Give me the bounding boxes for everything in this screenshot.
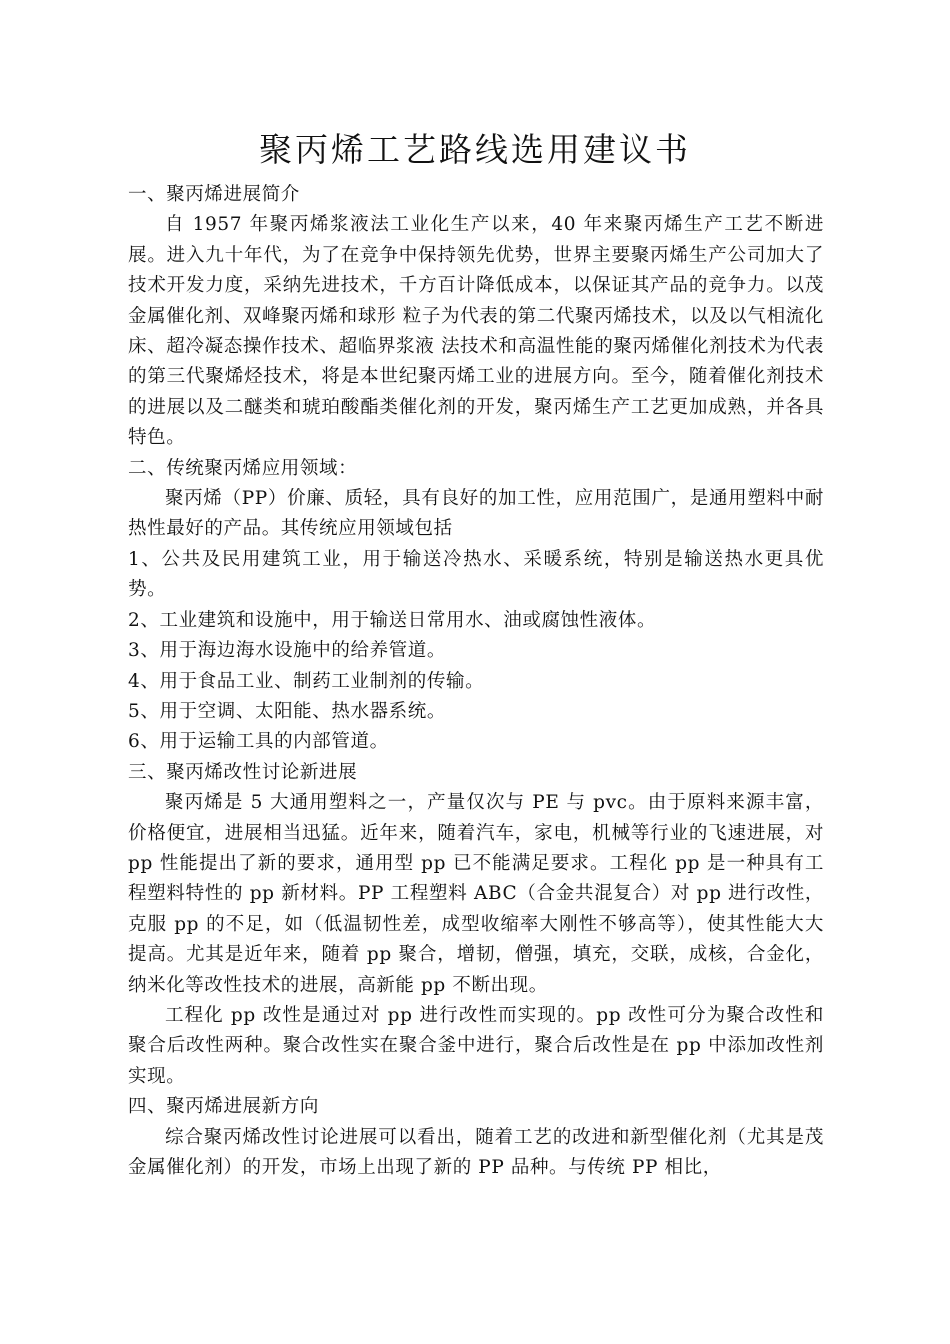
- section-2-intro: 聚丙烯（PP）价廉、质轻，具有良好的加工性，应用范围广，是通用塑料中耐热性最好的产品。其传统应用领域包括: [128, 488, 824, 540]
- document-title: 聚丙烯工艺路线选用建议书: [259, 130, 691, 169]
- list-item: 2、工业建筑和设施中，用于输送日常用水、油或腐蚀性液体。: [128, 609, 657, 631]
- section-2-heading: 二、传统聚丙烯应用领域：: [128, 457, 358, 479]
- section-1-heading: 一、聚丙烯进展简介: [128, 184, 300, 205]
- list-item: 6、用于运输工具的内部管道。: [128, 731, 389, 753]
- section-3-paragraph-2: 工程化 pp 改性是通过对 pp 进行改性而实现的。pp 改性可分为聚合改性和聚合后改性两种。聚合改性实在聚合釜中进行，聚合后改性是在 pp 中添加改性剂实现。: [128, 1004, 824, 1087]
- section-3-heading: 三、聚丙烯改性讨论新进展: [128, 761, 358, 783]
- section-3-paragraph-1: 聚丙烯是 5 大通用塑料之一，产量仅次与 PE 与 pvc。由于原料来源丰富，价格便宜，进展相当迅猛。近年来，随着汽车，家电，机械等行业的飞速进展，对 pp 性能提出了新的要求，通用型 pp 已不能满足要求。工程化 pp 是一种具有工程塑料特性的 pp 新材料。PP 工程塑料 ABC（合金共混复合）对 pp 进行改性，克服 pp 的不足，如（低温韧性差，成型收缩率大刚性不够高等），使其性能大大提高。尤其是近年来，随着 pp 聚合，增韧，僧强，填充，交联，成核，合金化，纳米化等改性技术的进展，高新能 pp 不断出现。: [128, 792, 824, 996]
- section-4-paragraph: 综合聚丙烯改性讨论进展可以看出，随着工艺的改进和新型催化剂（尤其是茂金属催化剂）的开发，市场上出现了新的 PP 品种。与传统 PP 相比，: [128, 1126, 824, 1178]
- list-item: 3、用于海边海水设施中的给养管道。: [128, 640, 446, 662]
- list-item: 4、用于食品工业、制药工业制剂的传输。: [128, 670, 485, 692]
- section-4-heading: 四、聚丙烯进展新方向: [128, 1096, 320, 1118]
- section-1-paragraph: 自 1957 年聚丙烯浆液法工业化生产以来，40 年来聚丙烯生产工艺不断进展。进入九十年代，为了在竞争中保持领先优势，世界主要聚丙烯生产公司加大了技术开发力度，采纳先进技术，千方百计降低成本，以保证其产品的竞争力。以茂金属催化剂、双峰聚丙烯和球形 粒子为代表的第二代聚丙烯技术，以及以气相流化床、超冷凝态操作技术、超临界浆液 法技术和高温性能的聚丙烯催化剂技术为代表的第三代聚烯烃技术，将是本世纪聚丙烯工业的进展方向。至今，随着催化剂技术的进展以及二醚类和琥珀酸酯类催化剂的开发，聚丙烯生产工艺更加成熟，并各具特色。: [128, 214, 824, 449]
- list-item: 1、公共及民用建筑工业，用于输送冷热水、采暖系统，特别是输送热水更具优势。: [128, 548, 824, 601]
- list-item: 5、用于空调、太阳能、热水器系统。: [128, 700, 446, 722]
- document-body: [128, 180, 824, 1183]
